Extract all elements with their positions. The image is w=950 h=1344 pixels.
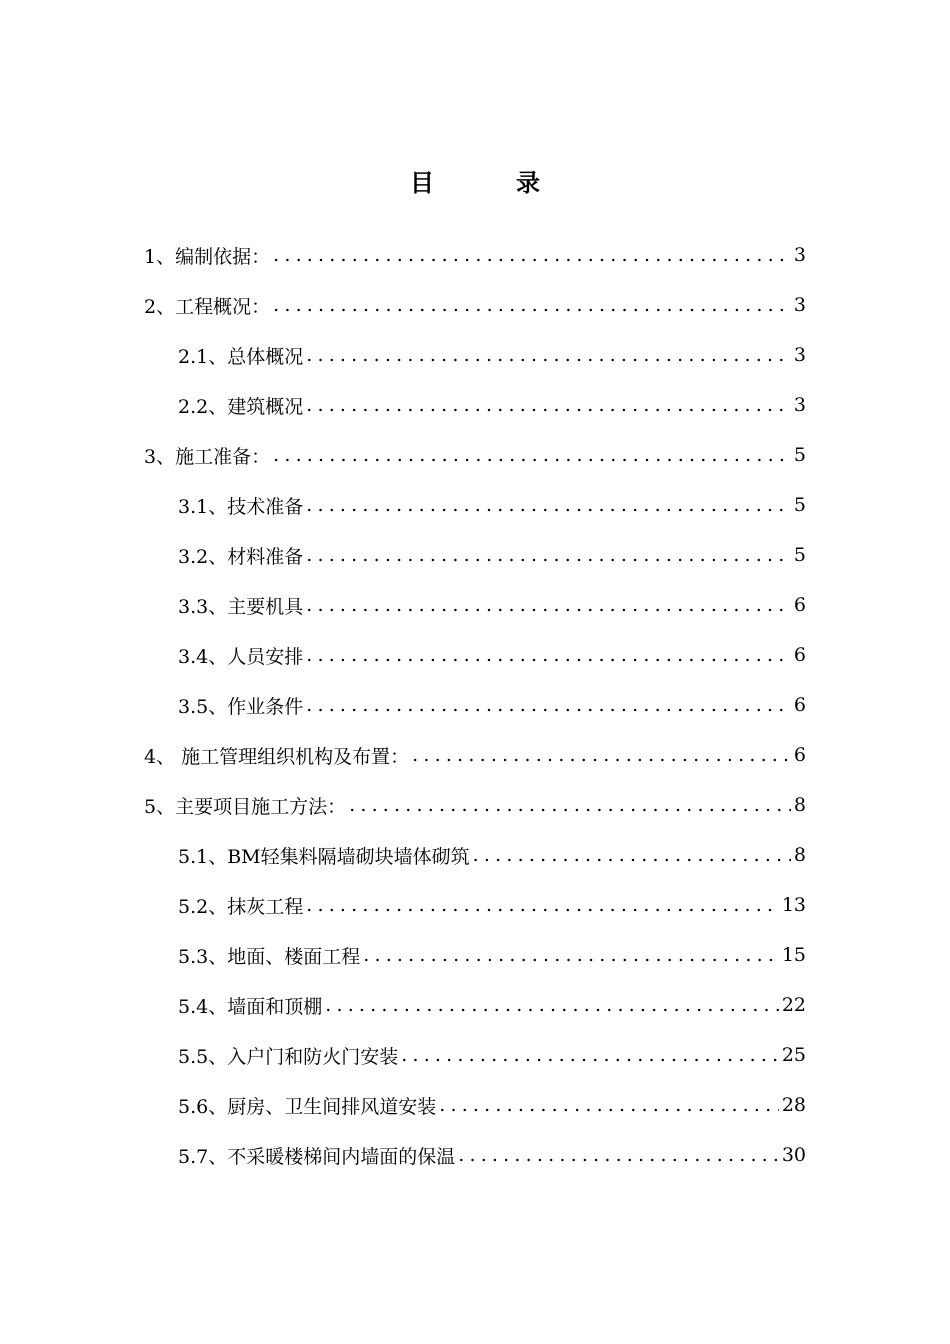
toc-entry[interactable] [178,680,806,730]
toc-dot-leader [306,344,791,366]
toc-entry-page-number: 3 [793,244,806,266]
toc-entry-page-number: 6 [793,594,806,616]
toc-entry[interactable] [178,930,806,980]
toc-entry-page-number: 13 [781,894,806,916]
toc-dot-leader [363,944,779,966]
toc-entry[interactable] [178,1030,806,1080]
toc-entry-label: 5.5、入户门和防火门安装 [178,1045,399,1068]
toc-entry-label: 3.5、作业条件 [178,695,304,718]
toc-entry-label: 3.3、主要机具 [178,595,304,618]
toc-entry-page-number: 15 [781,944,806,966]
toc-entry-page-number: 3 [793,344,806,366]
toc-entry-page-number: 6 [793,744,806,766]
toc-dot-leader [306,494,791,516]
toc-entry-page-number: 6 [793,644,806,666]
toc-entry-page-number: 25 [781,1044,806,1066]
toc-entry-label: 3.4、人员安排 [178,645,304,668]
toc-entry[interactable] [178,380,806,430]
toc-title-char-2: 录 [516,168,540,197]
toc-entry-label: 3、施工准备： [144,445,271,468]
toc-dot-leader [273,244,791,266]
toc-entry[interactable] [178,530,806,580]
toc-entry[interactable] [144,430,806,480]
toc-dot-leader [306,394,791,416]
toc-entry-page-number: 5 [793,544,806,566]
toc-title-char-1: 目 [410,168,434,197]
toc-entry-page-number: 3 [793,394,806,416]
toc-entry[interactable] [144,730,806,780]
toc-dot-leader [473,844,791,866]
toc-entry-page-number: 6 [793,694,806,716]
toc-entry-label: 5.1、BM轻集料隔墙砌块墙体砌筑 [178,845,470,868]
toc-dot-leader [306,544,791,566]
toc-entry-page-number: 22 [781,994,806,1016]
toc-entry-page-number: 28 [781,1094,806,1116]
toc-entry[interactable] [178,1080,806,1130]
toc-entry[interactable] [178,580,806,630]
toc-dot-leader [458,1144,779,1166]
toc-entry-page-number: 8 [793,794,806,816]
toc-entry-label: 2.1、总体概况 [178,345,304,368]
toc-entry[interactable] [178,980,806,1030]
toc-dot-leader [306,644,791,666]
toc-entry-label: 5.2、抹灰工程 [178,895,304,918]
toc-entry-page-number: 8 [793,844,806,866]
toc-entry-page-number: 30 [781,1144,806,1166]
toc-entry-label: 3.2、材料准备 [178,545,304,568]
toc-dot-leader [401,1044,779,1066]
toc-entry-page-number: 5 [793,494,806,516]
toc-entry-page-number: 3 [793,294,806,316]
toc-dot-leader [273,444,791,466]
toc-entry-label: 2、工程概况： [144,295,271,318]
toc-entry[interactable] [178,480,806,530]
toc-dot-leader [306,594,791,616]
toc-entry[interactable] [178,630,806,680]
toc-entry-label: 5.6、厨房、卫生间排风道安装 [178,1095,437,1118]
toc-entry-label: 3.1、技术准备 [178,495,304,518]
toc-dot-leader [349,794,791,816]
toc-entry[interactable] [178,1130,806,1180]
toc-dot-leader [306,894,779,916]
toc-entry-label: 4、 施工管理组织机构及布置： [144,745,410,768]
toc-dot-leader [325,994,779,1016]
toc-entry-label: 5.4、墙面和顶棚 [178,995,323,1018]
toc-entry[interactable] [178,830,806,880]
toc-entry[interactable] [144,780,806,830]
toc-entry-page-number: 5 [793,444,806,466]
toc-dot-leader [306,694,791,716]
toc-title [0,160,950,200]
toc-entry-label: 5.7、不采暖楼梯间内墙面的保温 [178,1145,456,1168]
toc-entry-label: 5、主要项目施工方法： [144,795,347,818]
toc-entry-label: 5.3、地面、楼面工程 [178,945,361,968]
toc-entry-label: 1、编制依据： [144,245,271,268]
toc-dot-leader [273,294,791,316]
toc-entry[interactable] [178,330,806,380]
toc-entry[interactable] [144,230,806,280]
toc-dot-leader [412,744,791,766]
toc-dot-leader [439,1094,779,1116]
toc-entry[interactable] [178,880,806,930]
toc-entry-label: 2.2、建筑概况 [178,395,304,418]
toc-entry[interactable] [144,280,806,330]
